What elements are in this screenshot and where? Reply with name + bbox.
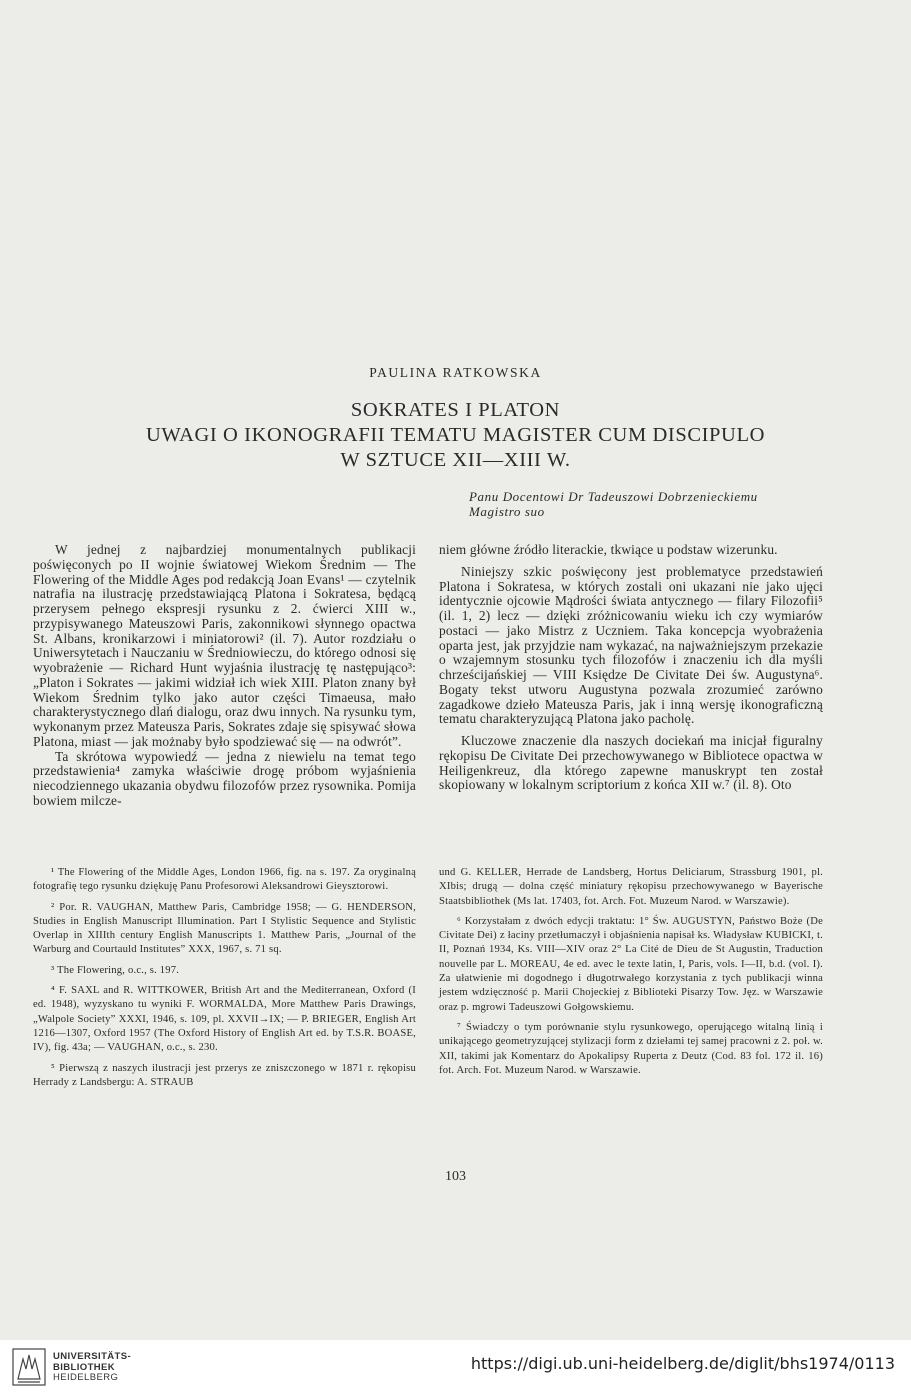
body-column-right [439,543,823,793]
footnotes-right [439,866,823,1078]
dedication-line-2: Magistro suo [469,504,545,519]
dedication [469,489,869,519]
library-name: UNIVERSITÄTS- BIBLIOTHEK HEIDELBERG [53,1351,132,1383]
body-column-left [33,543,416,809]
footnote-1: ¹ The Flowering of the Middle Ages, London 1966, fig. na s. 197. Za oryginalną fotografię tego rysunku dziękuję Panu Profesorowi Aleksandrowi Gieysztorowi. [33,867,416,893]
title-line-1: SOKRATES I PLATON [350,399,561,421]
article-title [0,398,911,473]
title-line-3: W SZTUCE XII—XIII W. [340,449,571,471]
author-name: PAULINA RATKOWSKA [369,365,542,380]
paragraph: W jednej z najbardziej monumentalnych publikacji poświęconych po II wojnie światowej Wiekom Średnim — The Flowering of the Middle Ages pod redakcją Joan Evans¹ — czytelnik natrafia na ilustrację przedstawiającą Platona i Sokratesa, będącą przerysem pełnego ekspresji rysunku z 2. ćwierci XIII w., przypisywanego Mateuszowi Paris, zakonnikowi słynnego opactwa St. Albans, kronikarzowi i miniatorowi² (il. 7). Autor rozdziału o Uniwersytetach i Nauczaniu w Średniowieczu, do którego odnosi się wyobrażenie — Richard Hunt wyjaśnia ilustrację tę następująco³: „Platon i Sokrates — jakimi widział ich wiek XIII. Platon znany był Wiekom Średnim tylko jako autor części Timaeusa, mało charakterystycznego dlań dialogu, oraz dwu innych. Na rysunku tym, wykonanym przez Mateusza Paris, Sokrates zdaje się spisywać słowa Platona, miast — jak możnaby było spodziewać się — na odwrót”. [33,542,416,749]
footnote-3: ³ The Flowering, o.c., s. 197. [51,964,180,976]
university-seal-icon [10,1347,48,1387]
paragraph: Ta skrótowa wypowiedź — jedna z niewielu na temat tego przedstawienia⁴ zamyka właściwie drogę próbom wyjaśnienia niecodziennego ukazania obydwu filozofów przez rysownika. Pomija bowiem milcze- [33,748,416,808]
footnote-4: ⁴ F. SAXL and R. WITTKOWER, British Art and the Mediterranean, Oxford (I ed. 1948), wyzyskano tu wyniki F. WORMALDA, More Matthew Paris Drawings, „Walpole Society” XXXI, 1946, s. 109, pl. XXVII→IX; — P. BRIEGER, English Art 1216—1307, Oxford 1957 (The Oxford History of English Art ed. by T.S.R. BOASE, IV), fig. 43a; — VAUGHAN, o.c., s. 230. [33,985,416,1054]
source-url[interactable]: https://digi.ub.uni-heidelberg.de/diglit/bhs1974/0113 [470,1354,895,1373]
footnote-2: ² Por. R. VAUGHAN, Matthew Paris, Cambridge 1958; — G. HENDERSON, Studies in English Manuscript Illumination. Part I Stylistic Sequence and Stylistic Overlap in XIIIth century English Manuscripts 1. Matthew Paris, „Journal of the Warburg and Courtauld Institutes” XXX, 1967, s. 71 sq. [33,901,416,956]
paragraph: niem główne źródło literackie, tkwiące u podstaw wizerunku. [439,542,778,557]
paragraph: Niniejszy szkic poświęcony jest problematyce przedstawień Platona i Sokratesa, w których zostali oni ukazani nie jako ujęci identycznie ojcowie Mądrości świata antycznego — filary Filozofii⁵ (il. 1, 2) lecz — dzięki zróżnicowaniu wieku ich czy wymiarów postaci — jako Mistrz z Uczniem. Taka koncepcja wyobrażenia oparta jest, jak przyjdzie nam wykazać, na najważniejszym przekazie o wzajemnym stosunku tych filozofów i znaczeniu ich dla myśli chrześcijańskiej — VIII Księdze De Civitate Dei św. Augustyna⁶. Bogaty tekst utworu Augustyna pozwala zrozumieć zarówno zagadkowe dzieło Mateusza Paris, jak i inną wersję ikonograficzną tematu charakteryzującą Platona jako pacholę. [439,563,823,727]
footnote-7: ⁷ Świadczy o tym porównanie stylu rysunkowego, operującego witalną linią i unikającego geometryzującej stylizacji form z dziełami tej samej pracowni z 2. poł. w. XII, takimi jak Komentarz do Apokalipsy Ruperta z Deutz (Cod. 83 fol. 172 il. 16) fot. Arch. Fot. Muzeum Narod. w Warszawie. [439,1021,823,1076]
library-footer [0,1340,911,1395]
footnote-5-continued: und G. KELLER, Herrade de Landsberg, Hortus Deliciarum, Strassburg 1901, pl. XIbis; drugą — dolna część miniatury rękopisu przechowywanego w Bayerische Staatsbibliothek (Ms lat. 17403, fot. Arch. Fot. Muzeum Narod. w Warszawie). [439,867,823,907]
footnote-5: ⁵ Pierwszą z naszych ilustracji jest przerys ze zniszczonego w 1871 r. rękopisu Herrady z Landsbergu: A. STRAUB [33,1062,416,1088]
dedication-line-1: Panu Docentowi Dr Tadeuszowi Dobrzenieckiemu [469,489,758,504]
footnotes-left [33,866,416,1090]
footnote-6: ⁶ Korzystałam z dwóch edycji traktatu: 1° Św. AUGUSTYN, Państwo Boże (De Civitate Dei) z łaciny przetłumaczył i objaśnienia napisał ks. Władysław KUBICKI, t. II, Poznań 1934, Ks. VIII—XIV oraz 2° La Cité de Dieu de St Augustin, Traduction nouvelle par L. MOREAU, 4e ed. avec le texte latin, I, Paris, vols. I—II, b.d. (vol. I). Za ułatwienie mi dogodnego i długotrwałego korzystania z tych publikacji winna jestem wdzięczność p. Marii Chojeckiej z Biblioteki Pisarzy Tow. Jęz. w Warszawie oraz p. mgrowi Tadeuszowi Gołgowskiemu. [439,915,823,1013]
paragraph: Kluczowe znaczenie dla naszych dociekań ma inicjał figuralny rękopisu De Civitate Dei przechowywanego w Bibliotece opactwa w Heiligenkreuz, dla którego zapewne manuskrypt ten został skopiowany w lokalnym scriptorium z końca XII w.⁷ (il. 8). Oto [439,733,823,793]
title-line-2: UWAGI O IKONOGRAFII TEMATU MAGISTER CUM DISCIPULO [146,424,765,446]
page-number: 103 [445,1169,466,1184]
